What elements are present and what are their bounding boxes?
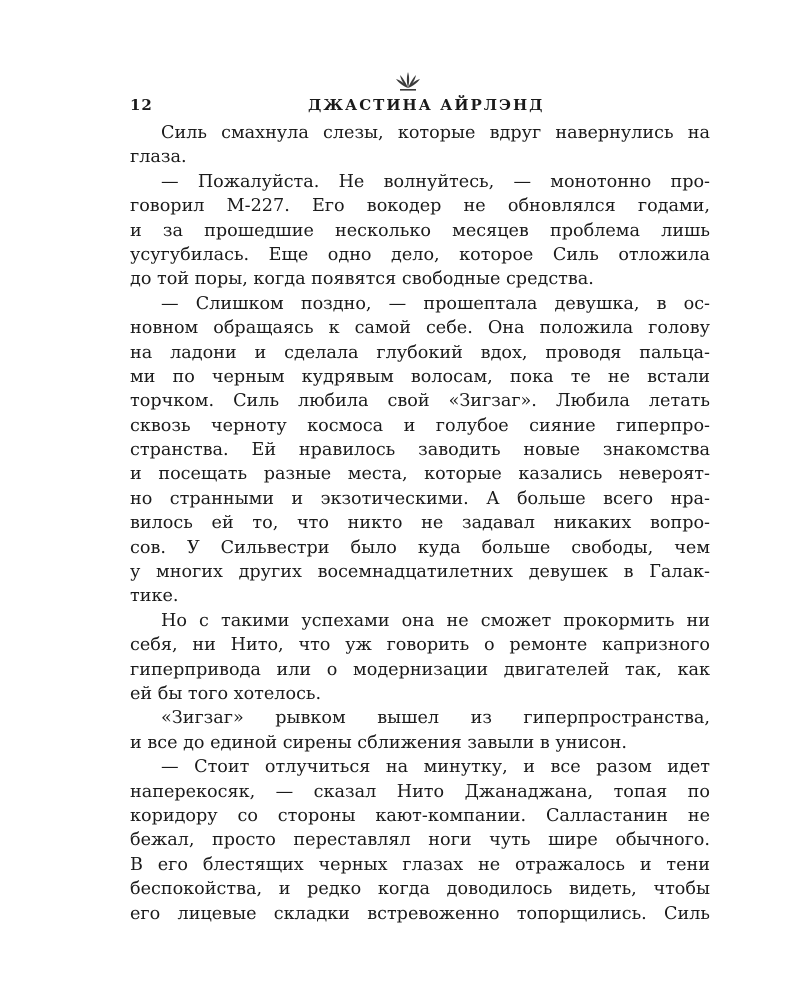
text-line: и за прошедшие несколько месяцев проблема лишь	[130, 220, 710, 241]
text-line: говорил М-227. Его вокодер не обновлялся годами,	[130, 196, 710, 217]
text-line: ми по черным кудрявым волосам, пока те не встали	[130, 366, 710, 387]
page-number: 12	[130, 96, 153, 114]
text-line: до той поры, когда появятся свободные средства.	[130, 269, 594, 290]
text-line: у многих других восемнадцатилетних девушек в Галак-	[130, 562, 710, 583]
running-header	[130, 96, 710, 118]
text-line: странства. Ей нравилось заводить новые знакомства	[130, 440, 710, 461]
running-head-author: ДЖАСТИНА АЙРЛЭНД	[308, 96, 545, 114]
text-line: бежал, просто переставлял ноги чуть шире обычного.	[130, 830, 710, 851]
text-line: себя, ни Нито, что уж говорить о ремонте капризного	[130, 635, 710, 656]
text-line: наперекосяк, — сказал Нито Джанаджана, топая по	[130, 781, 710, 802]
text-line: усугубилась. Еще одно дело, которое Силь отложила	[130, 244, 710, 265]
text-line: сквозь черноту космоса и голубое сияние гиперпро-	[130, 415, 710, 436]
text-line: на ладони и сделала глубокий вдох, проводя пальца-	[130, 342, 710, 363]
text-line: ей бы того хотелось.	[130, 683, 322, 704]
text-line: — Стоит отлучиться на минутку, и все разом идет	[161, 757, 710, 778]
text-line: «Зигзаг» рывком вышел из гиперпространства,	[161, 708, 710, 729]
text-line: и посещать разные места, которые казались невероят-	[130, 464, 710, 485]
text-line: В его блестящих черных глазах не отражалось и тени	[130, 854, 710, 875]
text-line: но странными и экзотическими. А больше всего нра-	[130, 488, 710, 509]
text-line: сов. У Сильвестри было куда больше свободы, чем	[130, 537, 710, 558]
text-line: и все до единой сирены сближения завыли в унисон.	[130, 732, 627, 753]
text-line: Силь смахнула слезы, которые вдруг навернулись на	[161, 123, 710, 143]
text-line: вилось ей то, что никто не задавал никаких вопро-	[130, 513, 710, 534]
text-line: — Слишком поздно, — прошептала девушка, в ос-	[161, 293, 710, 314]
text-line: коридору со стороны кают-компании. Салластанин не	[130, 805, 710, 826]
text-line: новном обращаясь к самой себе. Она положила голову	[130, 318, 710, 339]
text-line: его лицевые складки встревоженно топорщились. Силь	[130, 903, 710, 924]
text-line: беспокойства, и редко когда доводилось видеть, чтобы	[130, 879, 710, 900]
text-line: торчком. Силь любила свой «Зигзаг». Любила летать	[130, 391, 710, 412]
body-text	[130, 121, 710, 926]
text-line: глаза.	[130, 147, 187, 168]
text-line: — Пожалуйста. Не волнуйтесь, — монотонно про-	[161, 171, 710, 192]
text-line: Но с такими успехами она не сможет прокормить ни	[161, 610, 710, 631]
text-line: тике.	[130, 586, 179, 607]
floral-ornament-icon	[394, 70, 422, 92]
text-line: гиперпривода или о модернизации двигателей так, как	[130, 659, 710, 680]
